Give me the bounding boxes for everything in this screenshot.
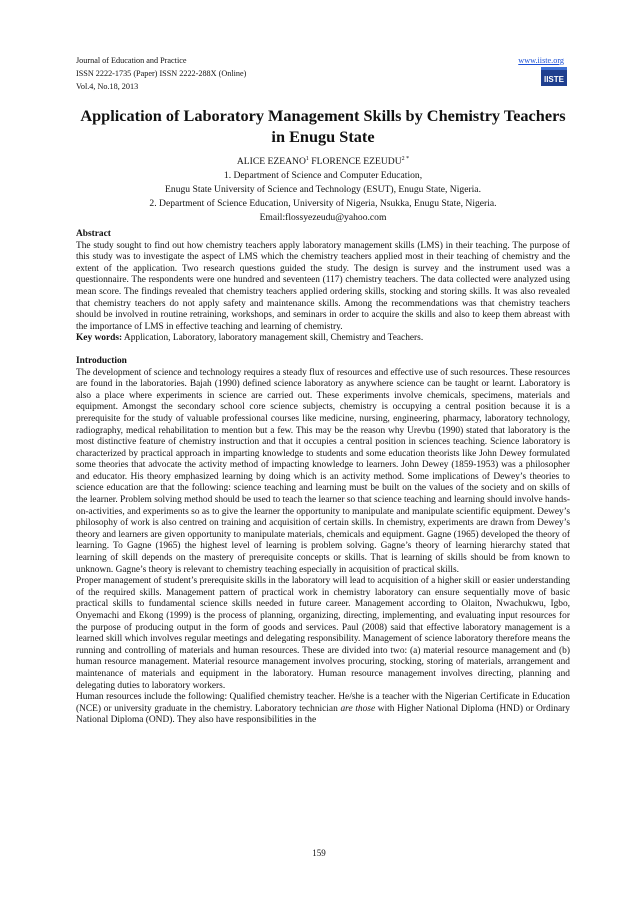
- affiliation-1: 1. Department of Science and Computer Education,: [223, 170, 423, 182]
- introduction-paragraph-3: Human resources include the following: Qualified chemistry teacher. He/she is a teacher with the Nigerian Certificate in Education (NCE) or university graduate in the chemistry. Laboratory technician are those with Higher National Diploma (HND) or Ordinary National Diploma (OND). They also have responsibilities in the: [76, 692, 570, 726]
- affiliation-2: 2. Department of Science Education, University of Nigeria, Nsukka, Enugu State, Nigeria.: [149, 198, 497, 210]
- paper-title: Application of Laboratory Management Skills by Chemistry Teachers in Enugu State: [80, 106, 566, 146]
- journal-volume: Vol.4, No.18, 2013: [76, 82, 139, 91]
- author-block: [76, 152, 570, 225]
- affiliation-1-institution: Enugu State University of Science and Technology (ESUT), Enugu State, Nigeria.: [165, 184, 481, 196]
- svg-text:IISTE: IISTE: [543, 75, 565, 84]
- abstract-text: The study sought to find out how chemistry teachers apply laboratory management skills (LMS) in their teaching. The purpose of this study was to investigate the aspect of LMS which the chemistry teachers applied most in their teaching of chemistry and the extent of the application. Two research questions guided the study. The design is survey and the instrument used was a questionnaire. The respondents were one hundred and seventeen (117) chemistry teachers. The data collected were analyzed using mean score. The findings revealed that chemistry teachers applied ordering skills, stocking and storing skills. It was also revealed that chemistry teachers do not apply safety and maintenance skills. Among the recommendations was that chemistry teachers should be involved in routine retraining, workshops, and seminars in order to acquire the skills and also to keep them abreast with the importance of LMS in effective teaching and learning of chemistry.: [76, 240, 570, 332]
- iiste-logo: [540, 66, 568, 88]
- journal-name: Journal of Education and Practice: [76, 56, 187, 65]
- introduction-paragraph-2: Proper management of student’s prerequisite skills in the laboratory will lead to acquisition of a higher skill or easier understanding of the required skills. Management pattern of practical work in chemistry laboratory can ensure sequentially move of basic practical skills to fundamental science skills needed in future career. Management according to Olaiton, Nwachukwu, Igbo, Onyemachi and Ekong (1999) is the process of planning, organizing, directing, implementing, and evaluating input resources for the purpose of producing output in the form of goods and services. Paul (2008) said that effective laboratory management is a learned skill which involves regular meetings and delegating responsibility. Management of science laboratory therefore means the running and controlling of materials and human resources. These are divided into two: (a) material resource management and (b) human resource management. Material resource management involves procuring, stocking, storing of materials, arrangement and maintenance of materials and equipment in the laboratory. Human resource management involves directing, planning and delegating duties to laboratory workers.: [76, 576, 570, 691]
- abstract-heading: Abstract: [76, 229, 111, 239]
- author-email: Email:flossyezeudu@yahoo.com: [259, 212, 387, 224]
- journal-header: [76, 54, 570, 93]
- journal-website-link[interactable]: www.iiste.org: [518, 56, 564, 65]
- introduction-paragraph-1: The development of science and technology requires a steady flux of resources and effective use of such resources. These resources are found in the laboratories. Bajah (1990) defined science laboratory as anywhere science can be taught or learnt. Laboratory is also a place where experiments in science are carried out. These experiments involve chemicals, specimens, materials and equipment. Amongst the secondary school core science subjects, chemistry is occupying a central position because it is a prerequisite for the study of valuable professional courses like medicine, nursing, engineering, pharmacy, laboratory technology, radiography, medical rehabilitation to mention but a few. This may be the reason why Urevbu (1990) stated that laboratory is the most distinctive feature of chemistry instruction and that it occupies a central position in sciences teaching. Science laboratory is characterized by practical approach in imparting knowledge to students and some education theorists like John Dewey formulated some theories that advocate the activity method of impacting knowledge to learners. John Dewey (1859-1953) was a philosopher and educator. His theory emphasized learning by doing which is an activity method. Some implications of Dewey’s theories to science education are that the following: science teaching and learning must be built on the values of the society and on skills of the learner. Problem solving method should be used to teach the learner so that science teaching and learning should involve hands-on-activities, and experiments so as to give the learner the opportunity to manipulate and manipulate scientific equipment. Dewey’s philosophy of work is also centred on training and acquisition of certain skills. In chemistry, experiments are drawn from Dewey’s theory and learners are given opportunity to manipulate materials, chemicals and equipment. Gagne (1965) developed the theory of learning. To Gagne (1965) the highest level of learning is problem solving. Gagne’s theory of learning hierarchy stated that learning of skill depends on the mastery of prerequisite concepts or skills. That is learning of skills should be from known to unknown. Gagne’s theory is relevant to chemistry teaching especially in acquisition of practical skills.: [76, 367, 570, 575]
- keywords: Key words: Application, Laboratory, laboratory management skill, Chemistry and Teachers.: [76, 333, 424, 344]
- journal-issn: ISSN 2222-1735 (Paper) ISSN 2222-288X (Online): [76, 69, 247, 78]
- page-number: 159: [312, 848, 326, 858]
- paper-body: [76, 229, 570, 727]
- author-names: ALICE EZEANO$^1$ FLORENCE $EZEUDU^{2 *}$: [236, 156, 410, 168]
- introduction-heading: Introduction: [76, 355, 127, 366]
